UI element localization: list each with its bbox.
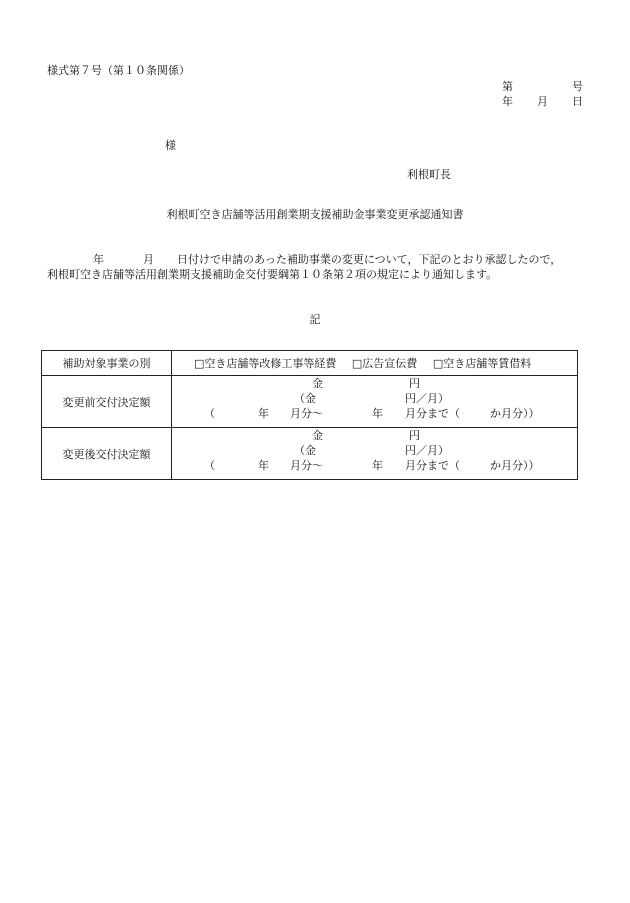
yen-label: 円: [409, 429, 420, 442]
before-change-label: 変更前交付決定額: [42, 376, 172, 428]
body-month: 月: [143, 253, 154, 266]
table-row: [42, 376, 578, 428]
period-months: か月分））: [490, 407, 540, 420]
before-change-amount: [172, 376, 578, 428]
body-line-2: 利根町空き店舗等活用創業期支援補助金交付要綱第１０条第２項の規定により通知します。: [47, 268, 498, 281]
option-renovation[interactable]: □空き店舗等改修工事等経費: [194, 357, 337, 370]
option-advertising[interactable]: □広告宣伝費: [351, 357, 418, 370]
period-year-until: 年: [372, 407, 383, 420]
date-month: 月: [537, 95, 548, 108]
yen-label: 円: [409, 377, 420, 390]
date-year: 年: [502, 95, 513, 108]
monthly-close: 円／月）: [405, 444, 449, 457]
addressee-honorific: 様: [165, 139, 176, 152]
document-title: 利根町空き店舗等活用創業期支援補助金事業変更承認通知書: [166, 208, 464, 221]
period-year-until: 年: [372, 459, 383, 472]
period-months: か月分））: [490, 459, 540, 472]
period-from: 月分～: [290, 407, 323, 420]
form-number: 様式第７号（第１０条関係）: [47, 64, 190, 77]
option-rent: □空き店舗等賃借料: [432, 357, 532, 370]
period-year-from: 年: [258, 407, 269, 420]
after-change-label: 変更後交付決定額: [42, 428, 172, 480]
period-until: 月分まで（: [405, 459, 460, 472]
kin-label: 金: [312, 429, 323, 442]
number-suffix: 号: [572, 80, 583, 93]
project-type-label: 補助対象事業の別: [42, 351, 172, 376]
kin-label: 金: [312, 377, 323, 390]
period-until: 月分まで（: [405, 407, 460, 420]
ki-heading: 記: [309, 313, 321, 326]
body-line1-text: 日付けで申請のあった補助事業の変更について，下記のとおり承認したので，: [177, 253, 562, 266]
table-row: [42, 428, 578, 480]
period-from: 月分～: [290, 459, 323, 472]
issuer-name: 利根町長: [407, 168, 451, 181]
after-change-amount: [172, 428, 578, 480]
approval-table: [41, 350, 578, 480]
monthly-close: 円／月）: [405, 392, 449, 405]
project-type-options: [172, 351, 578, 376]
body-year: 年: [93, 253, 104, 266]
period-open: （: [204, 407, 215, 420]
monthly-open: （金: [294, 392, 316, 405]
period-open: （: [204, 459, 215, 472]
period-year-from: 年: [258, 459, 269, 472]
table-row: [42, 351, 578, 376]
monthly-open: （金: [294, 444, 316, 457]
number-prefix: 第: [502, 80, 513, 93]
date-day: 日: [572, 95, 583, 108]
